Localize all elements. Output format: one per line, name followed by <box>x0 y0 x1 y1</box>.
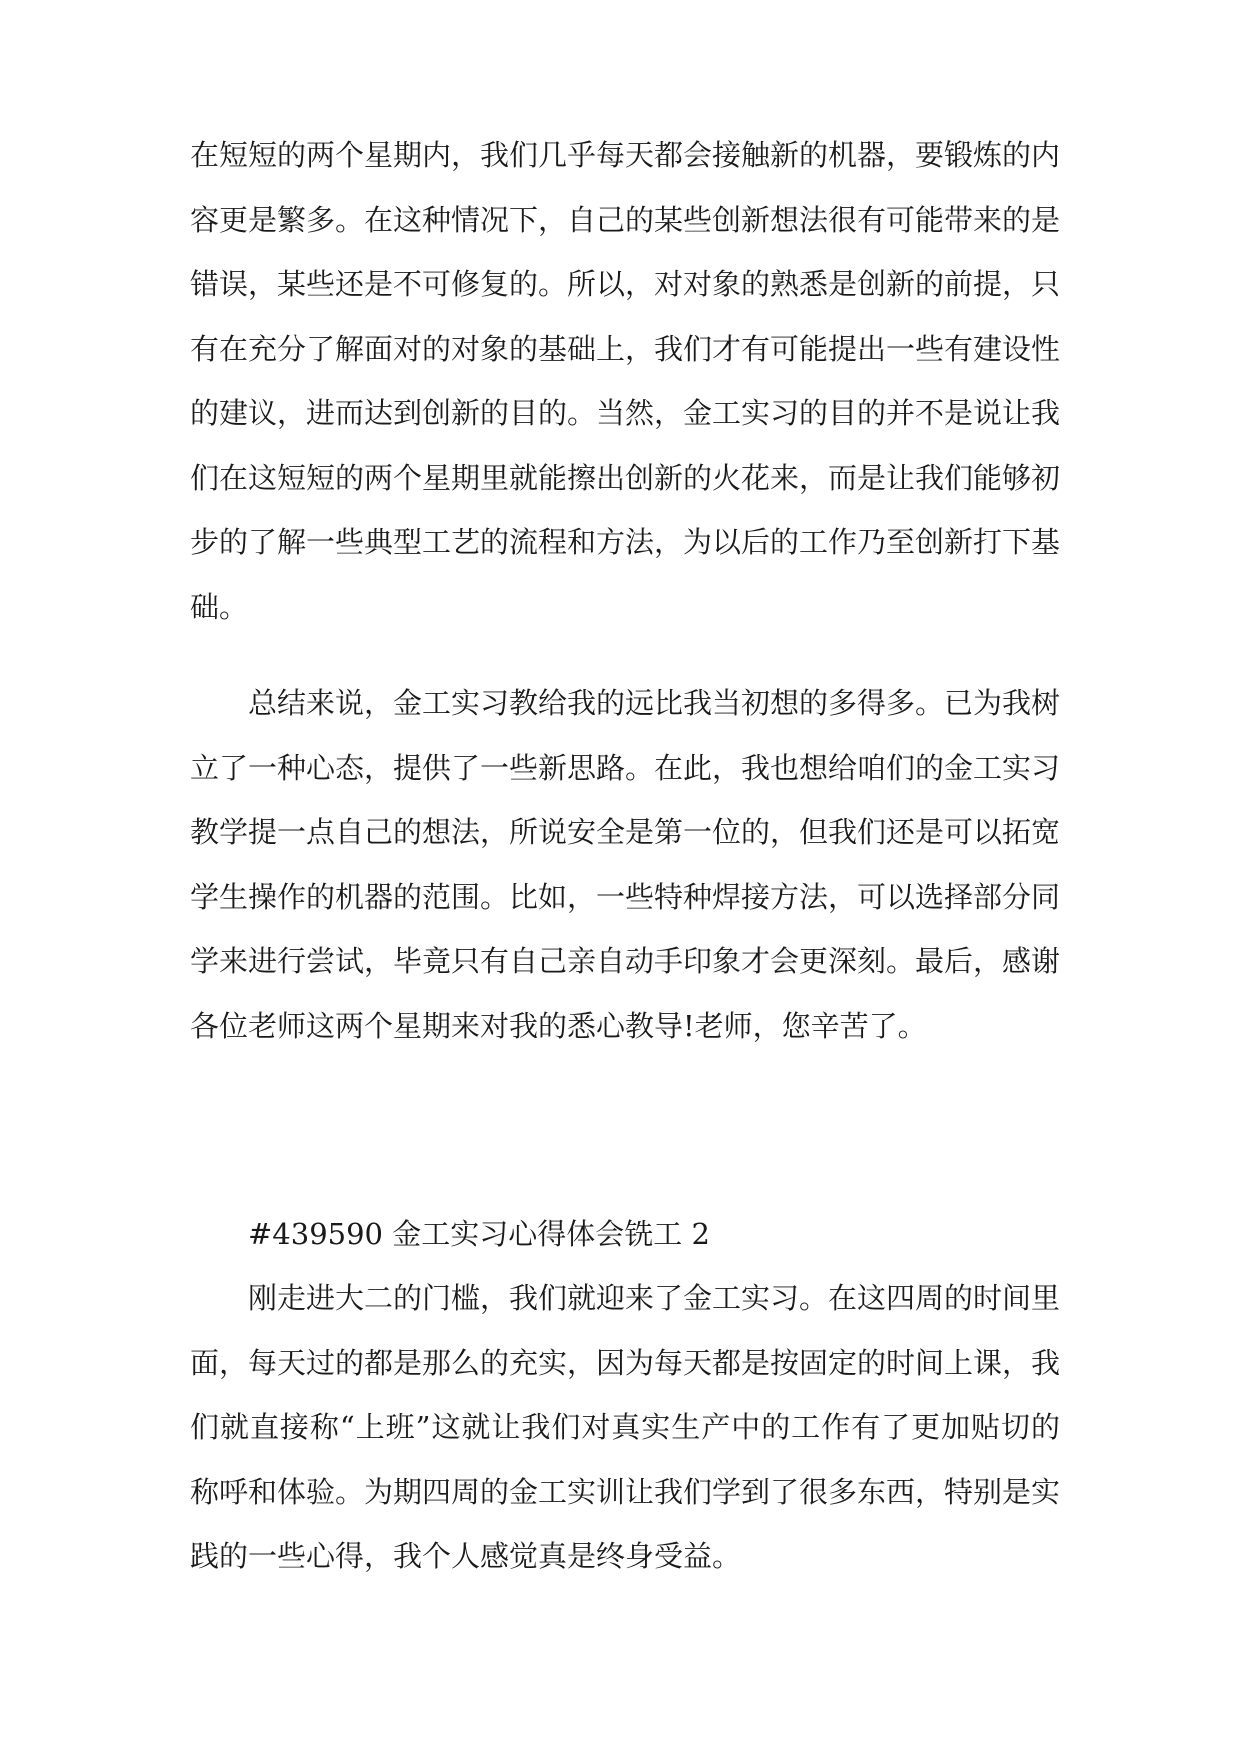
paragraph-line: 有在充分了解面对的对象的基础上，我们才有可能提出一些有建设性 <box>190 331 1061 366</box>
paragraph-line: 教学提一点自己的想法，所说安全是第一位的，但我们还是可以拓宽 <box>190 815 1061 849</box>
paragraph-line: 们就直接称“上班”这就让我们对真实生产中的工作有了更加贴切的 <box>190 1410 1060 1444</box>
paragraph-line: 步的了解一些典型工艺的流程和方法，为以后的工作乃至创新打下基 <box>190 525 1061 559</box>
paragraph-line: 学来进行尝试，毕竟只有自己亲自动手印象才会更深刻。最后，感谢 <box>190 944 1061 978</box>
paragraph-line: 在短短的两个星期内，我们几乎每天都会接触新的机器，要锻炼的内 <box>190 138 1061 172</box>
paragraph-line: 的建议，进而达到创新的目的。当然，金工实习的目的并不是说让我 <box>190 396 1061 430</box>
paragraph-line: 们在这短短的两个星期里就能擦出创新的火花来，而是让我们能够初 <box>190 460 1061 495</box>
paragraph-line: 容更是繁多。在这种情况下，自己的某些创新想法很有可能带来的是 <box>190 202 1061 237</box>
paragraph-continued <box>190 123 1060 639</box>
paragraph-line: 总结来说，金工实习教给我的远比我当初想的多得多。已为我树 <box>248 686 1061 720</box>
paragraph-line: 各位老师这两个星期来对我的悉心教导!老师，您辛苦了。 <box>190 1008 927 1043</box>
paragraph-line: 面，每天过的都是那么的充实，因为每天都是按固定的时间上课，我 <box>190 1345 1061 1380</box>
paragraph-line: 称呼和体验。为期四周的金工实训让我们学到了很多东西，特别是实 <box>190 1474 1061 1509</box>
paragraph-line: 错误，某些还是不可修复的。所以，对对象的熟悉是创新的前提，只 <box>190 267 1061 301</box>
paragraph-line: 学生操作的机器的范围。比如，一些特种焊接方法，可以选择部分同 <box>190 879 1061 914</box>
paragraph-line: 立了一种心态，提供了一些新思路。在此，我也想给咱们的金工实习 <box>190 750 1061 785</box>
paragraph-intro <box>190 1266 1060 1589</box>
paragraph-summary <box>190 671 1060 1058</box>
section-heading <box>190 1202 1060 1267</box>
section-heading-text: #439590 金工实习心得体会铣工 2 <box>248 1217 710 1251</box>
paragraph-line: 础。 <box>190 589 249 624</box>
paragraph-line: 践的一些心得，我个人感觉真是终身受益。 <box>190 1539 742 1573</box>
paragraph-line: 刚走进大二的门槛，我们就迎来了金工实习。在这四周的时间里 <box>248 1281 1061 1315</box>
